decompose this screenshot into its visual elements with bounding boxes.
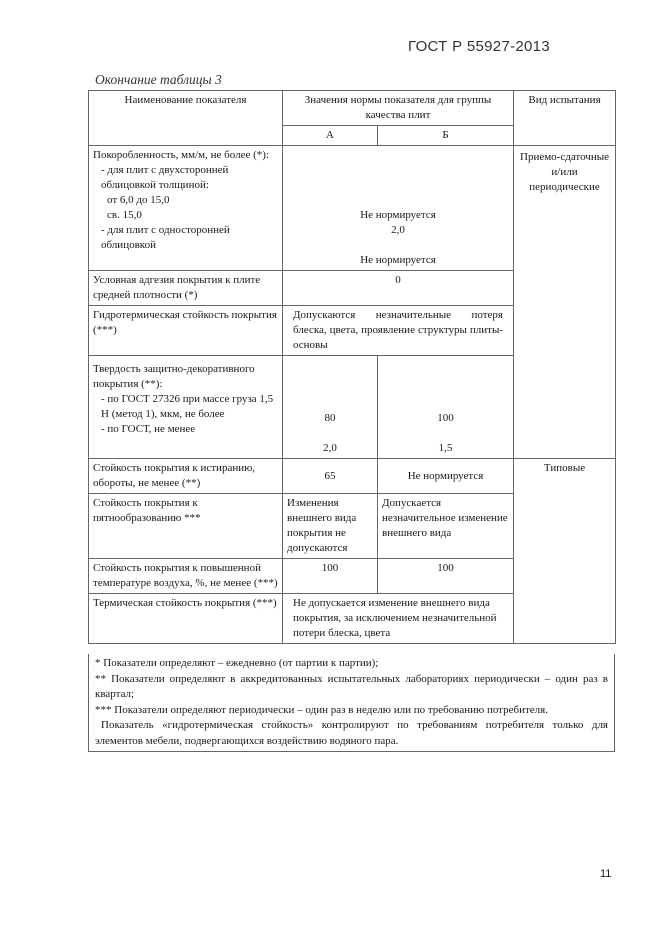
row-adhesion-name: Условная адгезия покрытия к плите средней плотности (*) xyxy=(89,271,283,306)
hardness-line: Твердость защитно-декоративного покрытия (**): xyxy=(93,363,255,390)
row-heat-b: 100 xyxy=(378,559,514,594)
table-notes xyxy=(88,654,615,752)
row-hardness-name xyxy=(89,356,283,459)
indicators-table xyxy=(88,90,616,644)
row-warp-values xyxy=(283,146,514,271)
row-abrasion-a: 65 xyxy=(283,459,378,494)
note: * Показатели определяют – ежедневно (от партии к партии); xyxy=(95,657,379,669)
warp-value: Не нормируется xyxy=(360,209,436,221)
row-thermal-value: Не допускается изменение внешнего вида покрытия, за исключением незначительной потери блеска, цвета xyxy=(283,594,514,644)
header-test-type: Вид испытания xyxy=(514,91,616,146)
row-heat-a: 100 xyxy=(283,559,378,594)
warp-line: - для плит с двухсторонней облицовкой толщиной: xyxy=(101,164,229,191)
table-caption: Окончание таблицы 3 xyxy=(95,72,222,87)
row-abrasion-name: Стойкость покрытия к истиранию, обороты, не менее (**) xyxy=(89,459,283,494)
row-hardness-a xyxy=(283,356,378,459)
header-name: Наименование показателя xyxy=(89,91,283,146)
document-code: ГОСТ Р 55927-2013 xyxy=(408,38,550,55)
row-thermal-name: Термическая стойкость покрытия (***) xyxy=(89,594,283,644)
table-row xyxy=(89,146,616,271)
hardness-line: - по ГОСТ 27326 при массе груза 1,5 Н (метод 1), мкм, не более xyxy=(101,393,274,420)
table-row xyxy=(89,459,616,494)
hardness-a-value: 2,0 xyxy=(323,442,337,454)
table-header-row xyxy=(89,91,616,126)
page-number: 11 xyxy=(600,868,612,880)
row-heat-name: Стойкость покрытия к повышенной температуре воздуха, %, не менее (***) xyxy=(89,559,283,594)
row-warp-name xyxy=(89,146,283,271)
warp-line: от 6,0 до 15,0 xyxy=(107,194,170,206)
warp-line: св. 15,0 xyxy=(107,209,142,221)
note: ** Показатели определяют в аккредитованных испытательных лабораториях периодически – один раз в квартал; xyxy=(95,672,608,700)
warp-line: - для плит с односторонней облицовкой xyxy=(101,224,230,251)
note: *** Показатели определяют периодически – один раз в неделю или по требованию потребителя. xyxy=(95,703,548,716)
test-type-acceptance: Приемо-сдаточные и/или периодические xyxy=(514,146,616,459)
hardness-a-value: 80 xyxy=(324,412,336,424)
row-hydro-name: Гидротермическая стойкость покрытия (***) xyxy=(89,306,283,356)
row-stain-a: Изменения внешнего вида покрытия не допускаются xyxy=(283,494,378,559)
row-hydro-value: Допускаются незначительные потеря блеска, цвета, проявление структуры плиты-основы xyxy=(283,306,514,356)
row-adhesion-value: 0 xyxy=(283,271,514,306)
warp-line: Покоробленность, мм/м, не более (*): xyxy=(93,149,269,161)
hardness-line: - по ГОСТ, не менее xyxy=(101,423,196,435)
warp-value: 2,0 xyxy=(391,224,405,236)
header-values: Значения нормы показателя для группы качества плит xyxy=(283,91,514,126)
note: Показатель «гидротермическая стойкость» контролируют по требованиям потребителя только для элементов мебели, подвергающихся воздействию водяного пара. xyxy=(95,719,608,747)
warp-value: Не нормируется xyxy=(360,254,436,266)
hardness-b-value: 100 xyxy=(437,412,454,424)
row-abrasion-b: Не нормируется xyxy=(378,459,514,494)
header-group-a: А xyxy=(283,126,378,146)
row-stain-b: Допускается незначительное изменение внешнего вида xyxy=(378,494,514,559)
row-hardness-b xyxy=(378,356,514,459)
hardness-b-value: 1,5 xyxy=(438,442,453,454)
row-stain-name: Стойкость покрытия к пятнообразованию *** xyxy=(89,494,283,559)
header-group-b: Б xyxy=(378,126,514,146)
test-type-typical: Типовые xyxy=(514,459,616,644)
